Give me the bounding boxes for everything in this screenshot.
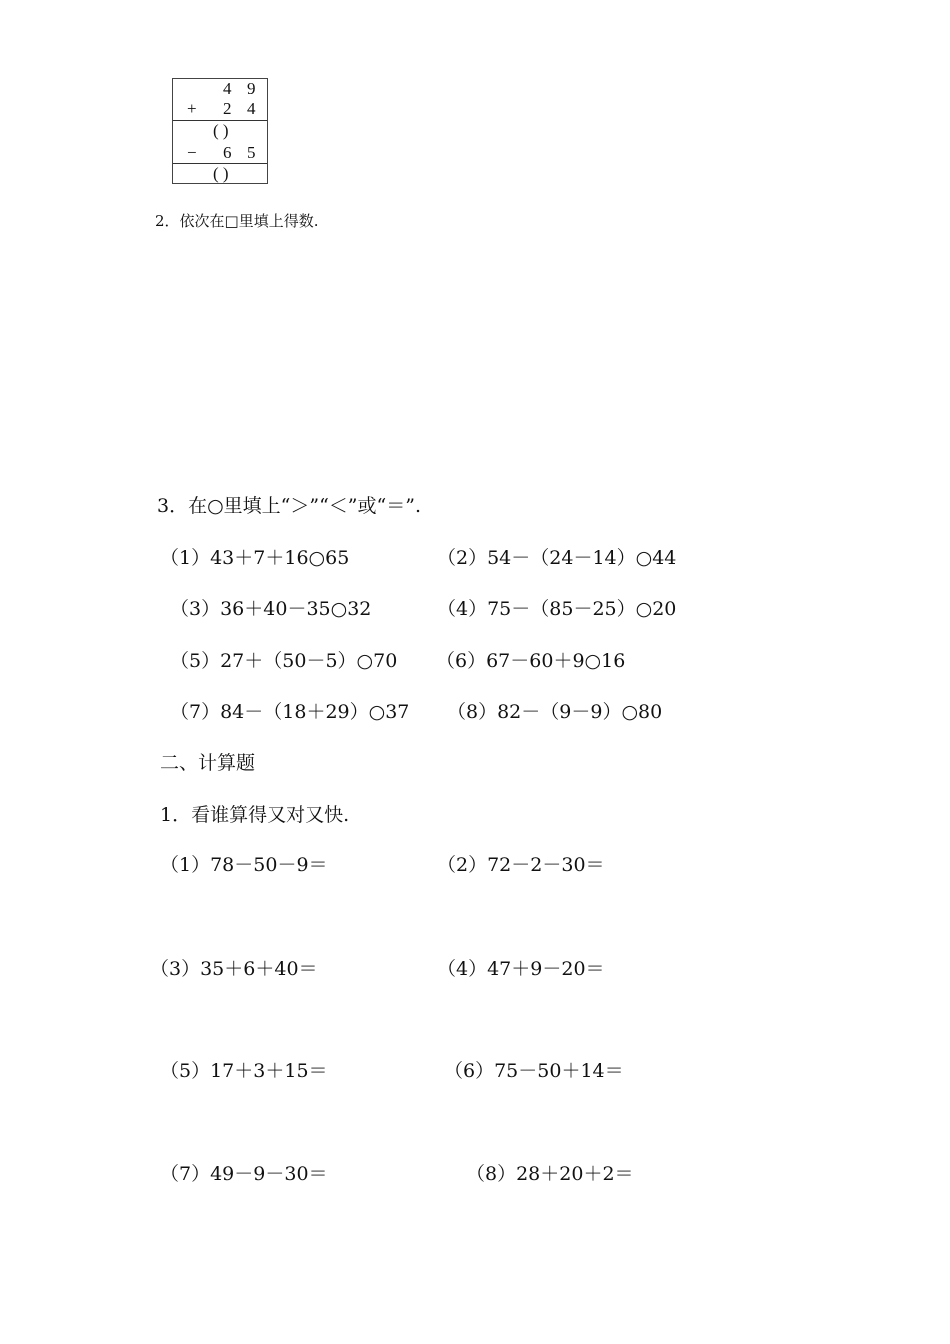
answer-blank: ( )	[213, 164, 229, 183]
question-2-text: 2．依次在□里填上得数.	[155, 212, 319, 230]
calc-digit: 4	[247, 99, 256, 118]
compare-item: （4）75－（85－25）○20	[437, 598, 677, 620]
compare-item: （7）84－（18＋29）○37	[170, 701, 410, 723]
compare-item: （2）54－（24－14）○44	[437, 547, 677, 569]
calc-row-third	[173, 143, 267, 163]
minus-sign: −	[187, 143, 197, 162]
calc-item: （2）72－2－30＝	[437, 854, 605, 876]
calc-digit: 6	[223, 143, 232, 162]
calc-item: （3）35＋6＋40＝	[150, 958, 318, 980]
calc-row-second	[173, 99, 267, 119]
calc-item: （1）78－50－9＝	[160, 854, 328, 876]
calc-digit: 9	[247, 79, 256, 98]
plus-sign: +	[187, 99, 197, 118]
vertical-calculation-figure	[172, 78, 268, 184]
compare-item: （6）67－60＋9○16	[436, 650, 626, 672]
calc-row-blank2	[173, 164, 267, 184]
answer-blank: ( )	[213, 121, 229, 140]
calc-digit: 2	[223, 99, 232, 118]
calc-digit: 4	[223, 79, 232, 98]
compare-item: （3）36＋40－35○32	[170, 598, 372, 620]
question-3-title: 3．在○里填上“＞”“＜”或“＝”.	[157, 495, 421, 517]
section-2-question-1-title: 1．看谁算得又对又快.	[160, 804, 350, 826]
calc-item: （8）28＋20＋2＝	[466, 1163, 634, 1185]
calc-row-blank1	[173, 121, 267, 141]
calc-digit: 5	[247, 143, 256, 162]
calc-row-top	[173, 79, 267, 99]
calc-item: （6）75－50＋14＝	[444, 1060, 624, 1082]
calc-item: （5）17＋3＋15＝	[160, 1060, 328, 1082]
calc-item: （4）47＋9－20＝	[437, 958, 605, 980]
compare-item: （8）82－（9－9）○80	[447, 701, 663, 723]
compare-item: （5）27＋（50－5）○70	[170, 650, 398, 672]
calc-item: （7）49－9－30＝	[160, 1163, 328, 1185]
compare-item: （1）43＋7＋16○65	[160, 547, 350, 569]
section-2-title: 二、计算题	[160, 752, 256, 774]
